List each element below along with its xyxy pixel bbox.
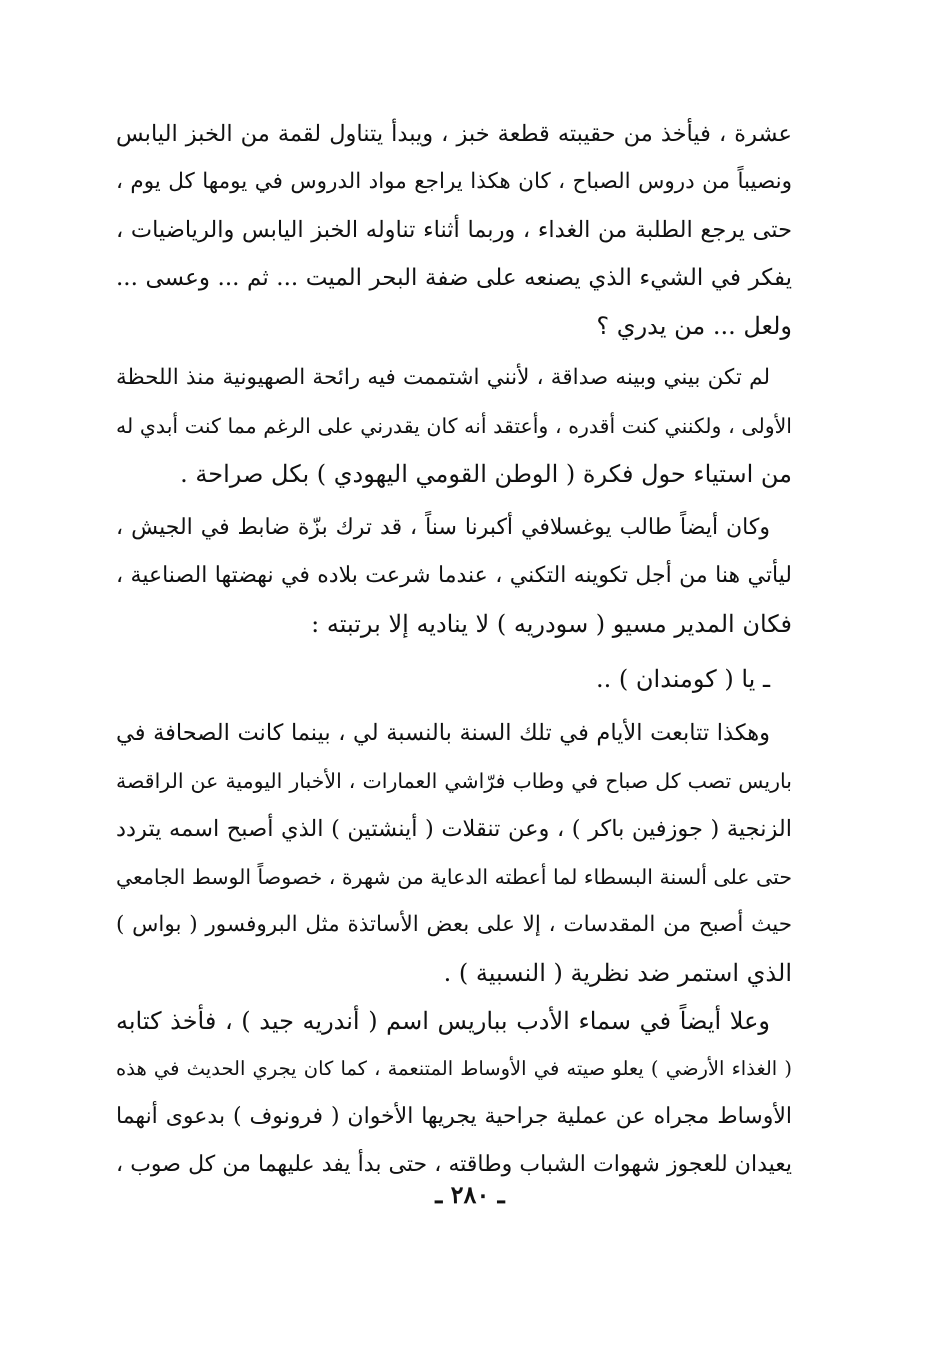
paragraph-6 xyxy=(116,997,792,1189)
text-line: من استياء حول فكرة ( الوطن القومي اليهودي ) بكل صراحة . xyxy=(180,460,792,488)
text-line: ونصيباً من دروس الصباح ، كان هكذا يراجع مواد الدروس في يومها كل يوم ، xyxy=(116,169,792,194)
text-line: لم تكن بيني وبينه صداقة ، لأنني اشتممت فيه رائحة الصهيونية منذ اللحظة xyxy=(116,365,770,390)
text-line: وعلا أيضاً في سماء الأدب بباريس اسم ( أندريه جيد ) ، فأخذ كتابه xyxy=(116,1007,770,1035)
text-line: ليأتي هنا من أجل تكوينه التكني ، عندما شرعت بلاده في نهضتها الصناعية ، xyxy=(116,563,792,588)
paragraph-4 xyxy=(116,655,792,703)
text-line: وكان أيضاً طالب يوغسلافي أكبرنا سناً ، قد ترك بزّة ضابط في الجيش ، xyxy=(116,515,770,540)
text-line: ـ يا ( كومندان ) .. xyxy=(596,665,770,693)
paragraph-5 xyxy=(116,709,792,997)
text-line: الزنجية ( جوزفين باكر ) ، وعن تنقلات ( أينشتين ) الذي أصبح اسمه يتردد xyxy=(116,816,792,842)
paragraph-3 xyxy=(116,504,792,648)
text-line: باريس تصب كل صباح في وطاب فرّاشي العمارات ، الأخبار اليومية عن الراقصة xyxy=(116,769,792,793)
text-line: الأوساط مجراه عن عملية جراحية يجريها الأخوان ( فرونوف ) بدعوى أنهما xyxy=(116,1104,792,1129)
text-line: يعيدان للعجوز شهوات الشباب وطاقته ، حتى بدأ يفد عليهما من كل صوب ، xyxy=(116,1152,792,1177)
text-line: ولعل ... من يدري ؟ xyxy=(596,312,792,340)
text-line: حيث أصبح من المقدسات ، إلا على بعض الأساتذة مثل البروفسور ( بواس ) xyxy=(116,912,792,937)
text-line: فكان المدير مسيو ( سودريه ) لا يناديه إلا برتبته : xyxy=(311,610,792,638)
text-line: ( الغذاء الأرضي ) يعلو صيته في الأوساط المتنعمة ، كما كان يجري الحديث في هذه xyxy=(116,1057,792,1080)
text-line: الذي استمر ضد نظرية ( النسبية ) . xyxy=(443,959,792,987)
text-line: حتى يرجع الطلبة من الغداء ، وربما أثناء تناوله الخبز اليابس والرياضيات ، xyxy=(116,217,792,243)
paragraph-1 xyxy=(116,110,792,350)
text-line: وهكذا تتابعت الأيام في تلك السنة بالنسبة لي ، بينما كانت الصحافة في xyxy=(116,720,770,746)
paragraph-2 xyxy=(116,354,792,498)
text-line: يفكر في الشيء الذي يصنعه على ضفة البحر الميت ... ثم ... وعسى ... xyxy=(116,265,792,291)
text-line: عشرة ، فيأخذ من حقيبته قطعة خبز ، ويبدأ يتناول لقمة من الخبز اليابس xyxy=(116,121,792,147)
page-number: ـ ٢٨٠ ـ xyxy=(435,1180,505,1209)
text-line: حتى على ألسنة البسطاء لما أعطته الدعاية من شهرة ، خصوصاً الوسط الجامعي xyxy=(115,865,792,889)
text-line: الأولى ، ولكنني كنت أقدره ، وأعتقد أنه كان يقدرني على الرغم مما كنت أبدي له xyxy=(116,414,793,438)
